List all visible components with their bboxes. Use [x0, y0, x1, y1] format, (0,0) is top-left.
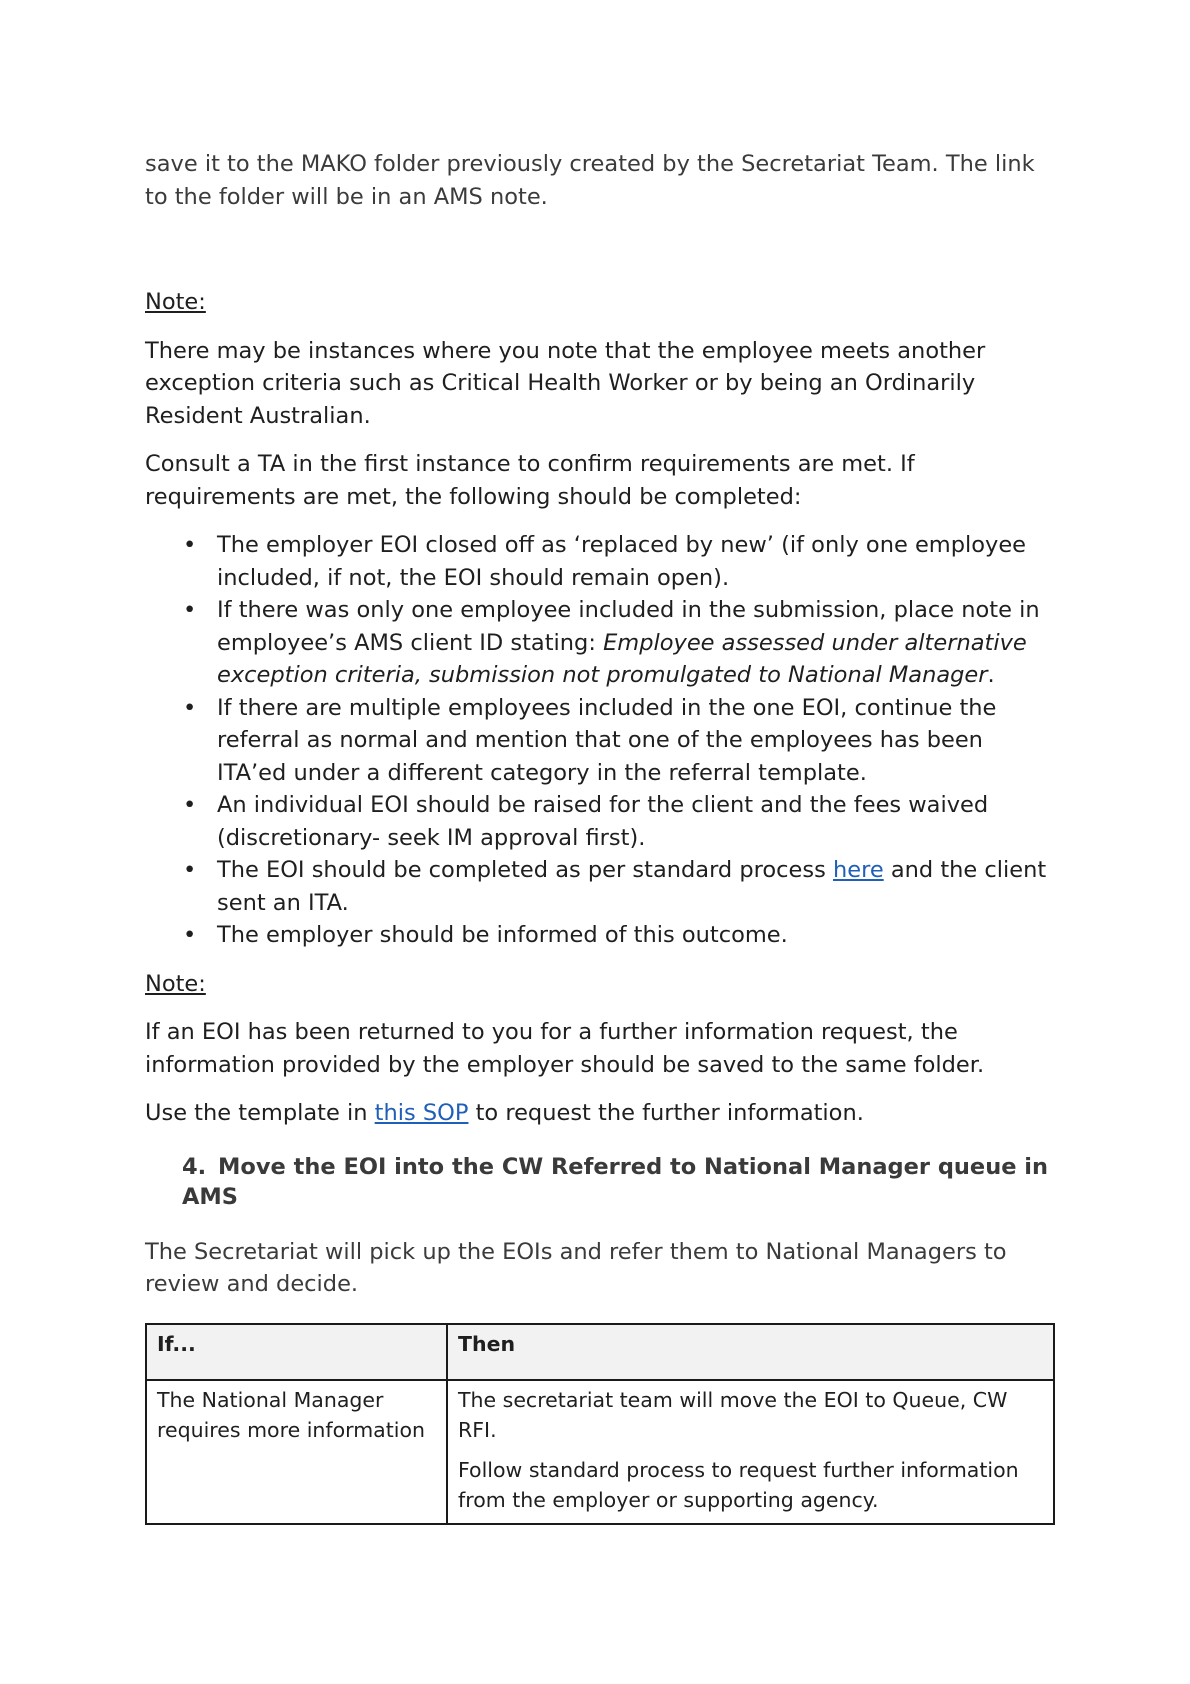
list-item-italic-text: Employee assessed under alternative exception criteria, submission not promulgated to National Manager	[217, 629, 1027, 688]
table-cell-then	[447, 1380, 1054, 1524]
header-if-cell: If...	[146, 1324, 447, 1380]
step-heading-text: Move the EOI into the CW Referred to National Manager queue in AMS	[182, 1153, 1049, 1210]
template-text: to request the further information.	[468, 1100, 864, 1126]
step-4-heading	[145, 1152, 1055, 1212]
bullet-icon: •	[183, 597, 197, 623]
note-label: Note:	[145, 970, 206, 997]
list-item-text: If there are multiple employees included in the one EOI, continue the referral as normal and mention that one of the employees has been ITA’ed under a different category in the referral template.	[217, 694, 997, 786]
if-then-table	[145, 1323, 1055, 1525]
then-text: Follow standard process to request further information from the employer or supporting agency.	[458, 1457, 1019, 1512]
standard-process-link[interactable]: here	[832, 857, 884, 883]
list-item	[145, 594, 1055, 692]
list-item-text: The EOI should be completed as per standard process	[217, 857, 833, 883]
list-item-text: If there was only one employee included in the submission, place note in employee’s AMS client ID stating:	[217, 597, 1040, 656]
list-item	[145, 692, 1055, 790]
list-item-text: .	[987, 662, 995, 688]
returned-eoi-paragraph: If an EOI has been returned to you for a further information request, the information provided by the employer should be saved to the same folder.	[145, 1019, 985, 1078]
list-item	[145, 919, 1055, 952]
table-cell-if: The National Manager requires more information	[146, 1380, 447, 1524]
list-item	[145, 854, 1055, 919]
list-item-text: The employer should be informed of this outcome.	[217, 922, 788, 948]
requirements-list	[145, 529, 1055, 952]
secretariat-paragraph: The Secretariat will pick up the EOIs and refer them to National Managers to review and decide.	[145, 1238, 1007, 1297]
bullet-icon: •	[183, 857, 197, 883]
template-paragraph	[145, 1097, 1055, 1130]
note-label: Note:	[145, 289, 206, 315]
step-number: 4.	[182, 1153, 207, 1180]
document-page	[145, 148, 1055, 1525]
table-header-row	[146, 1324, 1054, 1380]
list-item	[145, 789, 1055, 854]
bullet-icon: •	[183, 532, 197, 558]
list-item-text: and the client sent an ITA.	[217, 857, 1047, 916]
consult-paragraph: Consult a TA in the first instance to confirm requirements are met. If requirements are met, the following should be completed:	[145, 451, 915, 510]
then-text: The secretariat team will move the EOI to Queue, CW RFI.	[458, 1387, 1008, 1442]
bullet-icon: •	[183, 792, 197, 818]
template-text: Use the template in	[145, 1100, 375, 1126]
this-sop-link[interactable]: this SOP	[374, 1100, 469, 1126]
bullet-icon: •	[183, 694, 197, 721]
list-item	[145, 529, 1055, 594]
list-item-text: An individual EOI should be raised for the client and the fees waived (discretionary- seek IM approval first).	[217, 792, 989, 851]
intro-paragraph: save it to the MAKO folder previously created by the Secretariat Team. The link to the folder will be in an AMS note.	[145, 151, 1035, 210]
header-then-cell: Then	[447, 1324, 1054, 1380]
list-item-text: The employer EOI closed off as ‘replaced by new’ (if only one employee included, if not, the EOI should remain open).	[217, 532, 1027, 591]
bullet-icon: •	[183, 922, 197, 948]
table-row	[146, 1380, 1054, 1524]
exception-paragraph: There may be instances where you note that the employee meets another exception criteria such as Critical Health Worker or by being an Ordinarily Resident Australian.	[145, 337, 986, 429]
